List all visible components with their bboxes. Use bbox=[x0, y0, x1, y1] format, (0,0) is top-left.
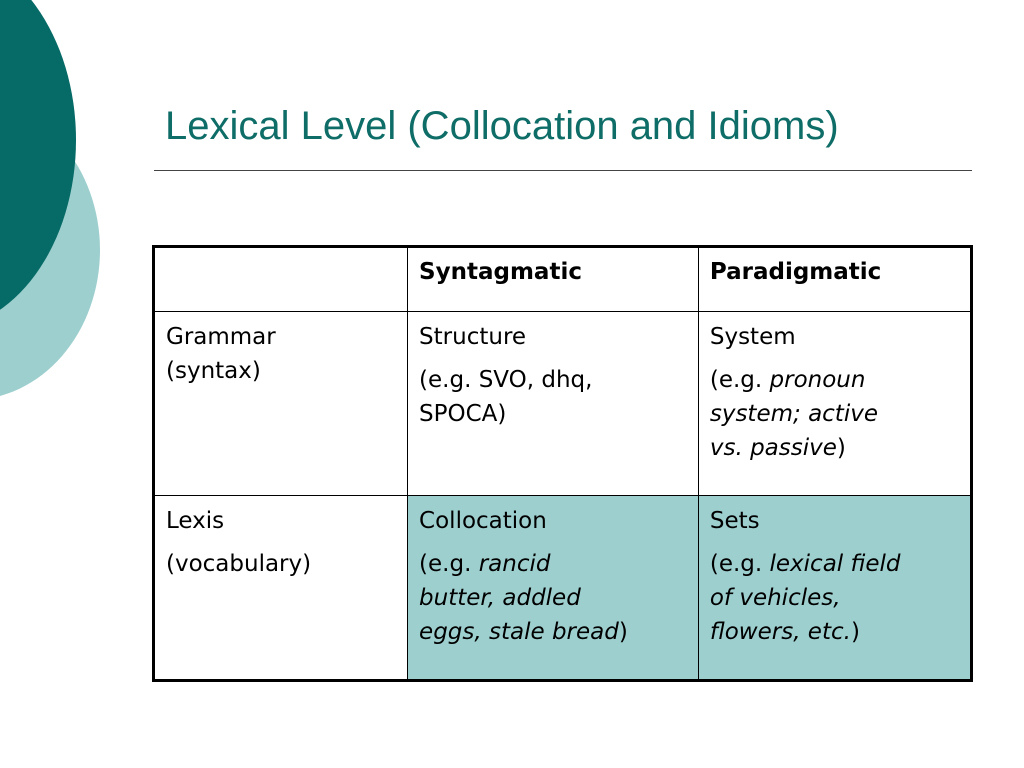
cell-example-line bbox=[710, 431, 960, 465]
cell-term: Sets bbox=[709, 508, 760, 534]
cell-example-line bbox=[419, 615, 688, 649]
example-prefix: (e.g. bbox=[709, 366, 770, 393]
example-italic: rancid bbox=[478, 550, 551, 577]
table-header-row bbox=[154, 247, 972, 312]
cell-example-line bbox=[710, 547, 960, 581]
row-label-line: (vocabulary) bbox=[166, 550, 312, 577]
example-italic: system; active bbox=[709, 400, 878, 427]
cell-grammar-syntagmatic bbox=[408, 312, 699, 496]
example-italic: of vehicles, bbox=[709, 584, 841, 611]
table-row-grammar bbox=[154, 312, 972, 496]
row-label-line: Grammar bbox=[166, 324, 276, 350]
cell-example-line bbox=[710, 615, 960, 649]
table-row-lexis bbox=[154, 496, 972, 681]
cell-example-line: SPOCA) bbox=[419, 400, 507, 427]
example-italic: vs. passive bbox=[709, 434, 837, 461]
cell-term: Structure bbox=[419, 324, 527, 350]
example-italic: flowers, etc. bbox=[709, 618, 851, 645]
row-label-line: (syntax) bbox=[166, 358, 261, 385]
example-italic: butter, addled bbox=[419, 584, 581, 611]
example-prefix: (e.g. bbox=[709, 550, 770, 577]
header-corner-cell bbox=[154, 247, 408, 312]
example-italic: eggs, stale bread bbox=[419, 618, 619, 645]
cell-example-line bbox=[710, 363, 960, 397]
slide-title: Lexical Level (Collocation and Idioms) bbox=[165, 104, 839, 148]
row-label-line: Lexis bbox=[166, 508, 225, 534]
header-syntagmatic: Syntagmatic bbox=[408, 247, 699, 312]
example-prefix: (e.g. bbox=[419, 550, 479, 577]
cell-lexis-paradigmatic bbox=[698, 496, 971, 681]
example-italic: pronoun bbox=[769, 366, 866, 393]
comparison-table bbox=[152, 245, 973, 682]
cell-example-line: (e.g. SVO, dhq, bbox=[419, 366, 593, 393]
cell-example-line bbox=[419, 581, 688, 615]
cell-term: System bbox=[709, 324, 796, 350]
example-suffix: ) bbox=[836, 434, 846, 461]
cell-example-line bbox=[710, 397, 960, 431]
cell-term: Collocation bbox=[419, 508, 547, 534]
example-suffix: ) bbox=[618, 618, 628, 645]
cell-example-line bbox=[419, 547, 688, 581]
header-paradigmatic: Paradigmatic bbox=[698, 247, 971, 312]
title-divider bbox=[154, 170, 972, 171]
example-italic: lexical field bbox=[769, 550, 901, 577]
cell-example-line bbox=[710, 581, 960, 615]
cell-grammar-paradigmatic bbox=[698, 312, 971, 496]
row-label-grammar bbox=[154, 312, 408, 496]
example-suffix: ) bbox=[850, 618, 860, 645]
row-label-lexis bbox=[154, 496, 408, 681]
cell-lexis-syntagmatic bbox=[408, 496, 699, 681]
